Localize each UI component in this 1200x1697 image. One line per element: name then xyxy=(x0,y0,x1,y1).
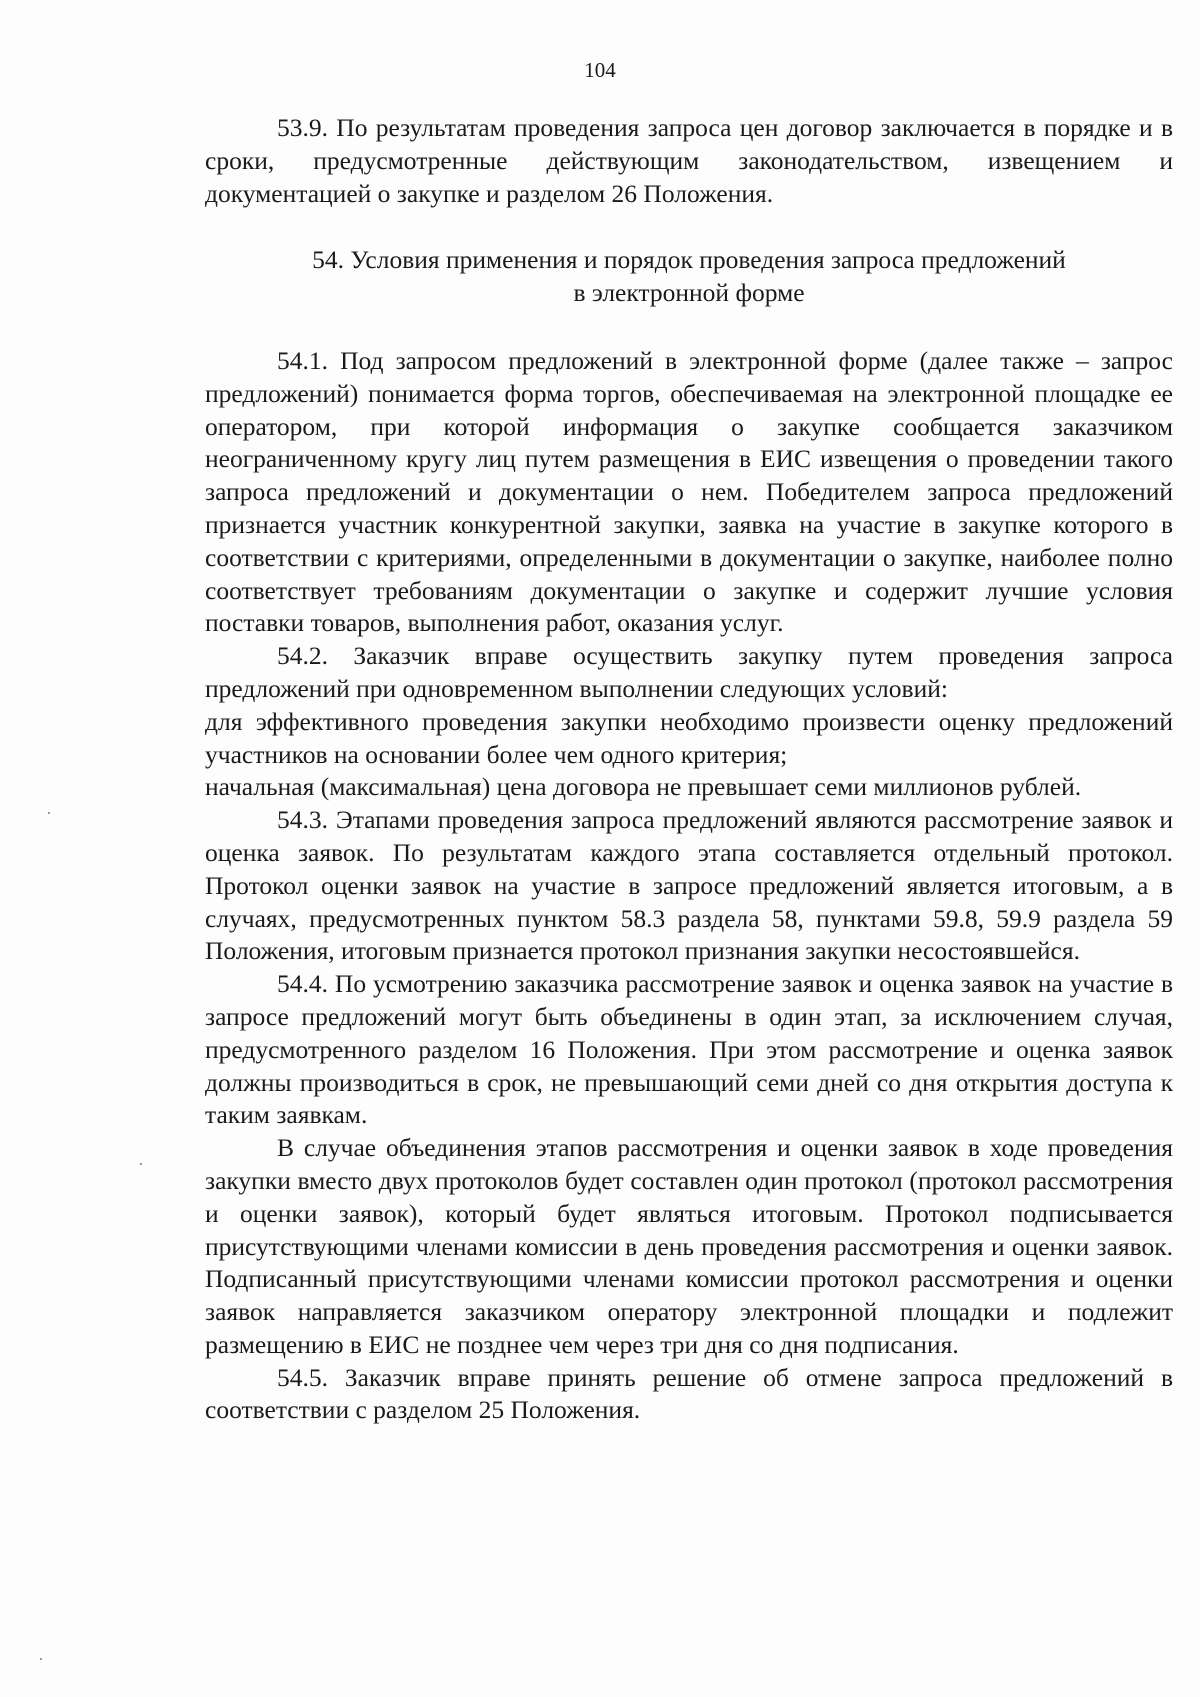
page-number: 104 xyxy=(584,58,616,82)
paragraph-54-4-continued: В случае объединения этапов рассмотрения и оценки заявок в ходе проведения закупки вместо двух протоколов будет составлен один протокол (протокол рассмотрения и оценки заявок), который будет являться итоговым. Протокол подписывается присутствующими членами комиссии в день проведения рассмотрения и оценки заявок. Подписанный присутствующими членами комиссии протокол рассмотрения и оценки заявок направляется заказчиком оператору электронной площадки и подлежит размещению в ЕИС не позднее чем через три дня со дня подписания. xyxy=(205,1133,1173,1359)
section-heading-line-2: в электронной форме xyxy=(573,278,805,308)
section-heading-54 xyxy=(205,244,1173,310)
paragraph-54-3: 54.3. Этапами проведения запроса предложений являются рассмотрение заявок и оценка заявок. По результатам каждого этапа составляется отдельный протокол. Протокол оценки заявок на участие в запросе предложений является итоговым, а в случаях, предусмотренных пунктом 58.3 раздела 58, пунктами 59.8, 59.9 раздела 59 Положения, итоговым признается протокол признания закупки несостоявшейся. xyxy=(205,805,1173,966)
scan-speck xyxy=(140,1163,142,1165)
paragraph-54-2-condition-2: начальная (максимальная) цена договора не превышает семи миллионов рублей. xyxy=(205,772,1082,802)
section-heading-line-1: 54. Условия применения и порядок проведения запроса предложений xyxy=(312,245,1066,275)
paragraph-54-2: 54.2. Заказчик вправе осуществить закупку путем проведения запроса предложений при одновременном выполнении следующих условий: xyxy=(205,641,1173,703)
scan-speck xyxy=(48,812,50,814)
paragraph-54-2-condition-1: для эффективного проведения закупки необходимо произвести оценку предложений участников на основании более чем одного критерия; xyxy=(205,706,1173,769)
paragraph-54-5: 54.5. Заказчик вправе принять решение об отмене запроса предложений в соответствии с разделом 25 Положения. xyxy=(205,1362,1173,1425)
paragraph-54-1: 54.1. Под запросом предложений в электронной форме (далее также – запрос предложений) понимается форма торгов, обеспечиваемая на электронной площадке ее оператором, при которой информация о закупке сообщается заказчиком неограниченному кругу лиц путем размещения в ЕИС извещения о проведении такого запроса предложений и документации о нем. Победителем запроса предложений признается участник конкурентной закупки, заявка на участие в закупке которого в соответствии с критериями, определенными в документации о закупке, наиболее полно соответствует требованиям документации о закупке и содержит лучшие условия поставки товаров, выполнения работ, оказания услуг. xyxy=(205,345,1173,638)
paragraph-53-9: 53.9. По результатам проведения запроса цен договор заключается в порядке и в сроки, предусмотренные действующим законодательством, извещением и документацией о закупке и разделом 26 Положения. xyxy=(205,113,1173,208)
paragraph-54-4: 54.4. По усмотрению заказчика рассмотрение заявок и оценка заявок на участие в запросе предложений могут быть объединены в один этап, за исключением случая, предусмотренного разделом 16 Положения. При этом рассмотрение и оценка заявок должны производиться в срок, не превышающий семи дней со дня открытия доступа к таким заявкам. xyxy=(205,969,1173,1130)
document-body xyxy=(205,112,1173,1427)
scan-speck xyxy=(40,1658,42,1660)
